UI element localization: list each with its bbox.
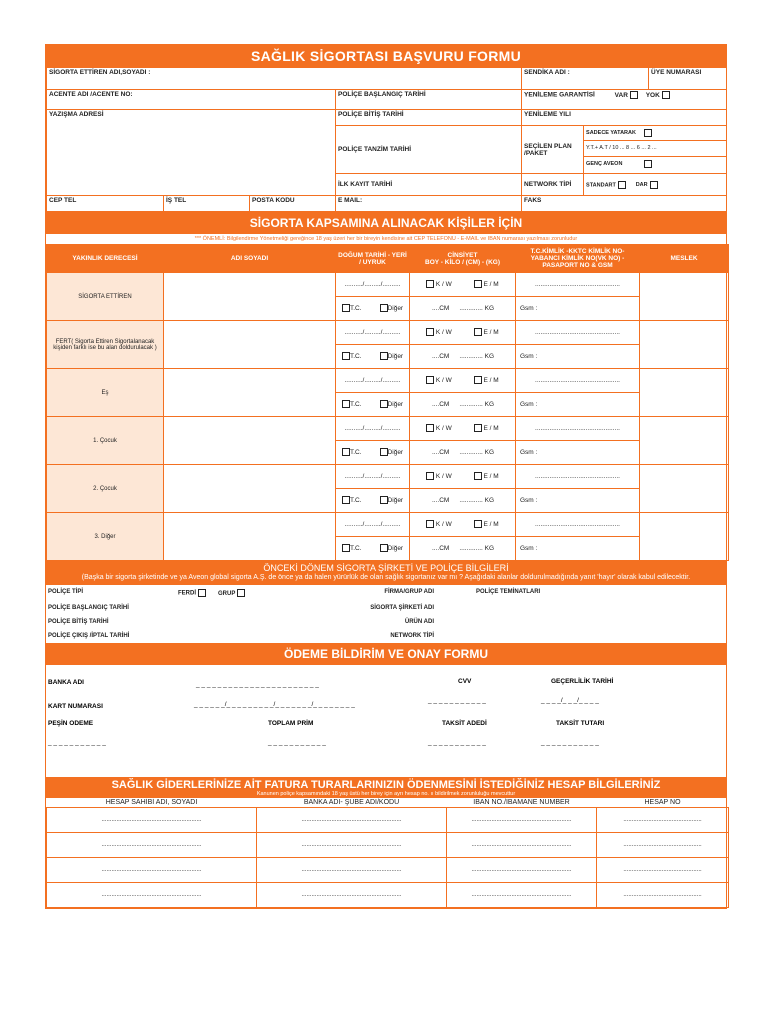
cvv-label: CVV [458, 678, 472, 685]
email-field[interactable]: E MAIL: [336, 196, 522, 212]
prev-network-label: NETWORK TİPİ [390, 633, 434, 639]
var-checkbox[interactable] [630, 91, 638, 99]
birth-date-input[interactable]: ........../........./.......... [336, 273, 409, 297]
product-name-label: ÜRÜN ADI [404, 619, 434, 625]
member-number-field[interactable]: ÜYE NUMARASI [649, 68, 727, 90]
male-checkbox[interactable] [474, 520, 482, 528]
policy-end-field[interactable]: POLİÇE BİTİŞ TARİHİ [336, 110, 522, 126]
header-name: ADI SOYADI [164, 245, 336, 273]
work-phone-field[interactable]: İŞ TEL [164, 196, 250, 212]
id-number-input[interactable]: ............................................... [516, 369, 639, 393]
occupation-input[interactable] [640, 321, 729, 369]
header-iban: IBAN NO./IBAMANE NUMBER [473, 799, 570, 806]
person-name-input[interactable] [164, 273, 336, 321]
previous-policy-title: ÖNCEKİ DÖNEM SİGORTA ŞİRKETİ VE POLİÇE BİLGİLERİ [263, 563, 509, 573]
bank-info-header [46, 777, 726, 798]
id-number-input[interactable]: ............................................... [516, 465, 639, 489]
holder-input-3[interactable]: ............................................................ [47, 858, 257, 883]
other-nationality-checkbox[interactable] [380, 352, 388, 360]
header-account-holder: HESAP SAHİBİ ADI, SOYADI [105, 799, 198, 806]
previous-policy-table [46, 585, 728, 643]
prev-end-label: POLİÇE BİTİŞ TARİHİ [48, 619, 109, 625]
birth-cell: ........../........./.......... T.C. Diğer [336, 369, 410, 417]
important-note: *** ÖNEMLİ: Bilgilendirme Yönetmeliği gereğince 18 yaş üzeri her bir bireyin kendisine ait CEP TELEFONU - E-MAIL ve IBAN numarası yazılması zorunludur [194, 236, 578, 242]
bank-name-input[interactable]: _ _ _ _ _ _ _ _ _ _ _ _ _ _ _ _ _ _ _ _ _ _ _ [196, 681, 319, 688]
cash-payment-input[interactable]: _ _ _ _ _ _ _ _ _ _ _ [48, 739, 106, 746]
bank-name-label: BANKA ADI [48, 679, 84, 686]
person-row [47, 417, 729, 465]
header-gender: CİNSİYET BOY - KİLO / (CM) - (KG) [410, 245, 516, 273]
applicant-info-table [46, 67, 727, 212]
person-name-input[interactable] [164, 417, 336, 465]
renewal-year-field[interactable]: YENİLEME YILI [522, 110, 727, 126]
person-row [47, 321, 729, 369]
holder-input-2[interactable]: ............................................................ [47, 833, 257, 858]
account-input-2[interactable]: ............................................... [597, 833, 729, 858]
birth-date-input[interactable]: ........../........./.......... [336, 465, 409, 489]
other-nationality-checkbox[interactable] [380, 496, 388, 504]
standard-checkbox[interactable] [618, 181, 626, 189]
plan-options: SADECE YATARAK Y.T.+ A.T / 10 ... 8 ... 6 ... 2 ... GENÇ AVEON [584, 126, 727, 174]
postal-code-field[interactable]: POSTA KODU [250, 196, 336, 212]
tc-checkbox[interactable] [342, 304, 350, 312]
policy-issue-field[interactable]: POLİÇE TANZİM TARİHİ [336, 126, 522, 174]
header-account-no: HESAP NO [644, 799, 681, 806]
installment-amount-input[interactable]: _ _ _ _ _ _ _ _ _ _ _ [541, 739, 599, 746]
height-input[interactable]: ....CM [432, 401, 450, 408]
iban-input-4[interactable]: ............................................................ [447, 883, 597, 908]
weight-input[interactable]: ............. KG [459, 545, 495, 552]
header-bank-branch: BANKA ADI- ŞUBE ADI/KODU [303, 799, 400, 806]
id-cell [516, 465, 640, 513]
male-checkbox[interactable] [474, 424, 482, 432]
male-checkbox[interactable] [474, 472, 482, 480]
header-birth: DOĞUM TARİHİ - YERİ / UYRUK [336, 245, 410, 273]
header-id: T.C.KİMLİK -KKTC KİMLİK NO- YABANCI KİMLİK NO(VK NO) - PASAPORT NO & GSM [516, 245, 640, 273]
relationship-label: 1. Çocuk [47, 417, 164, 465]
id-number-input[interactable]: ............................................... [516, 513, 639, 537]
holder-input-1[interactable]: ............................................................ [47, 808, 257, 833]
first-registration-field[interactable]: İLK KAYIT TARİHİ [336, 174, 522, 196]
cvv-input[interactable]: _ _ _ _ _ _ _ _ _ _ _ [428, 697, 486, 704]
coverage-label: POLİÇE TEMİNATLARI [476, 589, 541, 595]
network-options: STANDART DAR [584, 174, 727, 196]
policy-type-label: POLİÇE TİPİ [48, 589, 84, 595]
selected-plan-label: SEÇİLEN PLAN /PAKET [522, 126, 584, 174]
renewal-guarantee-field: YENİLEME GARANTİSİ VAR YOK [522, 90, 727, 110]
gsm-input[interactable]: Gsm : [520, 401, 538, 408]
other-nationality-checkbox[interactable] [380, 448, 388, 456]
account-input-3[interactable]: ............................................... [597, 858, 729, 883]
bank-input-2[interactable]: ............................................................ [257, 833, 447, 858]
bank-accounts-table [46, 798, 729, 908]
policyholder-name-field[interactable]: SİGORTA ETTİREN ADI,SOYADI : [47, 68, 522, 90]
insurer-name-label: SİGORTA ŞİRKETİ ADI [370, 605, 434, 611]
union-name-field[interactable]: SENDİKA ADI : [522, 68, 649, 90]
person-row [47, 513, 729, 561]
other-nationality-checkbox[interactable] [380, 304, 388, 312]
gsm-input[interactable]: Gsm : [520, 305, 538, 312]
iban-input-3[interactable]: ............................................................ [447, 858, 597, 883]
other-nationality-checkbox[interactable] [380, 544, 388, 552]
id-number-input[interactable]: ............................................... [516, 321, 639, 345]
previous-policy-subtitle: (Başka bir sigorta şirketinde ve ya Aveon global sigorta A.Ş. de önce ya da halen yürürlük de olan sağlık sigortanız var mı ? Aşağıdaki alanlar doldurulmadığında yanıt 'hayır' olarak kabul edilecektir. [81, 574, 691, 581]
occupation-input[interactable] [640, 513, 729, 561]
person-name-input[interactable] [164, 465, 336, 513]
group-checkbox[interactable] [237, 589, 245, 597]
relationship-label: Eş [47, 369, 164, 417]
gender-cell: K / W E / M ....CM ............. KG [410, 273, 516, 321]
person-name-input[interactable] [164, 321, 336, 369]
gsm-input[interactable]: Gsm : [520, 449, 538, 456]
male-checkbox[interactable] [474, 376, 482, 384]
tc-checkbox[interactable] [342, 544, 350, 552]
height-input[interactable]: ....CM [432, 353, 450, 360]
individual-checkbox[interactable] [198, 589, 206, 597]
tc-checkbox[interactable] [342, 496, 350, 504]
total-premium-label: TOPLAM PRİM [268, 720, 314, 727]
gender-cell: K / W E / M ....CM ............. KG [410, 369, 516, 417]
bank-input-1[interactable]: ............................................................ [257, 808, 447, 833]
birth-date-input[interactable]: ........../........./.......... [336, 513, 409, 537]
expiry-input[interactable]: _ _ _ _/_ _ _/_ _ _ _ [541, 697, 599, 704]
header-relationship: YAKINLIK DERECESİ [47, 245, 164, 273]
id-cell [516, 321, 640, 369]
weight-input[interactable]: ............. KG [459, 305, 495, 312]
cash-payment-label: PEŞİN ODEME [48, 720, 94, 727]
installment-count-label: TAKSİT ADEDİ [442, 720, 487, 727]
tc-checkbox[interactable] [342, 400, 350, 408]
payment-title: ÖDEME BİLDİRİM VE ONAY FORMU [46, 643, 726, 665]
relationship-label: SİGORTA ETTİREN [47, 273, 164, 321]
id-cell [516, 513, 640, 561]
bank-input-4[interactable]: ............................................................ [257, 883, 447, 908]
total-premium-input[interactable]: _ _ _ _ _ _ _ _ _ _ _ [268, 739, 326, 746]
iban-input-2[interactable]: ............................................................ [447, 833, 597, 858]
holder-input-4[interactable]: ............................................................ [47, 883, 257, 908]
inpatient-checkbox[interactable] [644, 129, 652, 137]
person-name-input[interactable] [164, 513, 336, 561]
height-input[interactable]: ....CM [432, 449, 450, 456]
relationship-label: 2. Çocuk [47, 465, 164, 513]
insured-persons-table [46, 244, 729, 561]
male-checkbox[interactable] [474, 280, 482, 288]
person-row [47, 273, 729, 321]
height-input[interactable]: ....CM [432, 497, 450, 504]
bank-info-title: SAĞLIK GİDERLERİNİZE AİT FATURA TURARLARINIZIN ÖDENMESİNİ İSTEDİĞİNİZ HESAP BİLGİLERİNİZ [111, 779, 661, 791]
id-cell [516, 273, 640, 321]
installment-amount-label: TAKSİT TUTARI [556, 720, 605, 727]
id-cell [516, 417, 640, 465]
occupation-input[interactable] [640, 273, 729, 321]
weight-input[interactable]: ............. KG [459, 497, 495, 504]
occupation-input[interactable] [640, 417, 729, 465]
birth-date-input[interactable]: ........../........./.......... [336, 321, 409, 345]
tc-checkbox[interactable] [342, 448, 350, 456]
gender-cell: K / W E / M ....CM ............. KG [410, 513, 516, 561]
insured-persons-title: SİGORTA KAPSAMINA ALINACAK KİŞİLER İÇİN [46, 212, 726, 234]
narrow-checkbox[interactable] [650, 181, 658, 189]
previous-policy-header [46, 561, 726, 585]
card-number-label: KART NUMARASI [48, 703, 103, 710]
yok-checkbox[interactable] [662, 91, 670, 99]
form-title: SAĞLIK SİGORTASI BAŞVURU FORMU [46, 45, 726, 67]
header-occupation: MESLEK [640, 245, 729, 273]
female-checkbox[interactable] [426, 424, 434, 432]
female-checkbox[interactable] [426, 472, 434, 480]
installment-count-input[interactable]: _ _ _ _ _ _ _ _ _ _ _ [428, 739, 486, 746]
agency-field[interactable]: ACENTE ADI /ACENTE NO: [47, 90, 336, 110]
birth-cell: ........../........./.......... T.C. Diğer [336, 321, 410, 369]
mobile-phone-field[interactable]: CEP TEL [47, 196, 164, 212]
bank-info-note: Kanunen poliçe kapsamındaki 18 yaş üstü her birey için ayrı hesap no. ıı bildirilmek zorunluluğu mevcuttur [256, 791, 516, 797]
iban-input-1[interactable]: ............................................................ [447, 808, 597, 833]
weight-input[interactable]: ............. KG [459, 353, 495, 360]
relationship-label: 3. Diğer [47, 513, 164, 561]
female-checkbox[interactable] [426, 520, 434, 528]
male-checkbox[interactable] [474, 328, 482, 336]
id-number-input[interactable]: ............................................... [516, 273, 639, 297]
prev-start-label: POLİÇE BAŞLANGIÇ TARİHİ [48, 605, 129, 611]
birth-cell: ........../........./.......... T.C. Diğer [336, 465, 410, 513]
address-field[interactable]: YAZIŞMA ADRESİ [47, 110, 336, 196]
relationship-label: FERT( Sigorta Ettiren Sigortalanacak kişiden farklı ise bu alan doldurulacak ) [47, 321, 164, 369]
account-input-1[interactable]: ............................................... [597, 808, 729, 833]
height-input[interactable]: ....CM [432, 545, 450, 552]
policy-type-options: FERDİ GRUP [176, 585, 326, 601]
bank-input-3[interactable]: ............................................................ [257, 858, 447, 883]
weight-input[interactable]: ............. KG [459, 449, 495, 456]
weight-input[interactable]: ............. KG [459, 401, 495, 408]
gender-cell: K / W E / M ....CM ............. KG [410, 465, 516, 513]
occupation-input[interactable] [640, 465, 729, 513]
tc-checkbox[interactable] [342, 352, 350, 360]
occupation-input[interactable] [640, 369, 729, 417]
gender-cell: K / W E / M ....CM ............. KG [410, 321, 516, 369]
height-input[interactable]: ....CM [432, 305, 450, 312]
person-row [47, 369, 729, 417]
female-checkbox[interactable] [426, 328, 434, 336]
gender-cell: K / W E / M ....CM ............. KG [410, 417, 516, 465]
card-number-input[interactable]: _ _ _ _ _ _/_ _ _ _ _ _ _ _ _/_ _ _ _ _ _ _/_ _ _ _ _ _ _ _ [194, 701, 355, 708]
young-aveon-checkbox[interactable] [644, 160, 652, 168]
network-type-label: NETWORK TİPİ [522, 174, 584, 196]
female-checkbox[interactable] [426, 376, 434, 384]
birth-date-input[interactable]: ........../........./.......... [336, 369, 409, 393]
gsm-input[interactable]: Gsm : [520, 497, 538, 504]
expiry-label: GEÇERLİLİK TARİHİ [551, 678, 614, 685]
female-checkbox[interactable] [426, 280, 434, 288]
birth-cell: ........../........./.......... T.C. Diğer [336, 513, 410, 561]
account-input-4[interactable]: ............................................... [597, 883, 729, 908]
person-name-input[interactable] [164, 369, 336, 417]
prev-cancel-label: POLİÇE ÇIKIŞ /İPTAL TARİHİ [48, 633, 130, 639]
plan-code: Y.T.+ A.T / 10 ... 8 ... 6 ... 2 ... [584, 141, 726, 157]
other-nationality-checkbox[interactable] [380, 400, 388, 408]
birth-cell: ........../........./.......... T.C. Diğer [336, 417, 410, 465]
birth-date-input[interactable]: ........../........./.......... [336, 417, 409, 441]
gsm-input[interactable]: Gsm : [520, 545, 538, 552]
policy-start-field[interactable]: POLİÇE BAŞLANGIÇ TARİHİ [336, 90, 522, 110]
person-row [47, 465, 729, 513]
fax-field[interactable]: FAKS [522, 196, 727, 212]
company-group-label: FİRMA/GRUP ADI [384, 589, 434, 595]
birth-cell: ........../........./.......... T.C. Diğer [336, 273, 410, 321]
id-number-input[interactable]: ............................................... [516, 417, 639, 441]
payment-section [46, 665, 726, 777]
application-form [45, 44, 727, 909]
gsm-input[interactable]: Gsm : [520, 353, 538, 360]
id-cell [516, 369, 640, 417]
